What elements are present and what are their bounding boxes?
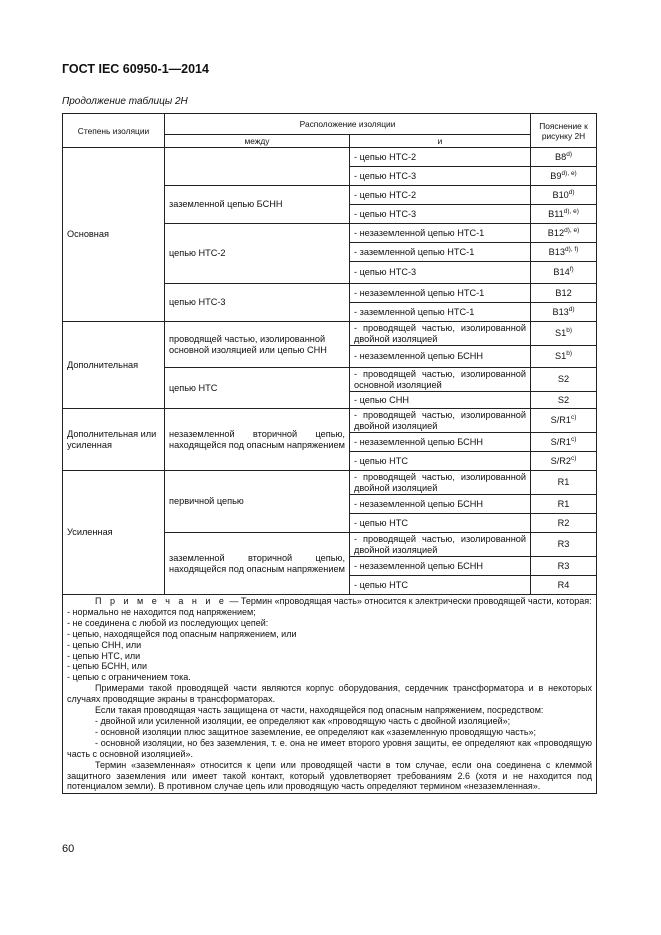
insulation-table — [62, 113, 597, 794]
and-cell: - заземленной цепью НТС-1 — [350, 243, 531, 262]
header-degree: Степень изоляции — [63, 114, 165, 148]
explanation-cell: R3 — [531, 557, 597, 576]
explanation-cell: R1 — [531, 471, 597, 495]
group-supp-or-reinforced: Дополнительная или усиленная — [63, 409, 165, 471]
explanation-cell: S/R2$^{c)}$ — [531, 452, 597, 471]
and-cell: - проводящей частью, изолированной двойной изоляцией — [350, 471, 531, 495]
header-location: Расположение изоляции — [165, 114, 531, 135]
between-empty — [165, 148, 350, 186]
explanation-cell: B10$^{d)}$ — [531, 186, 597, 205]
and-cell: - цепью НТС — [350, 576, 531, 595]
header-between: между — [165, 135, 350, 148]
note-line: - цепью, находящейся под опасным напряжением, или — [67, 628, 297, 639]
explanation-cell: S2 — [531, 368, 597, 392]
explanation-cell: $B9^{d), e)}$ — [531, 167, 597, 186]
note-line: - цепью с ограничением тока. — [67, 672, 191, 683]
table-continuation-caption: Продолжение таблицы 2Н — [62, 96, 188, 107]
note-paragraph: Термин «заземленная» относится к цепи или проводящей части в том случае, если она соединена с клеммой защитного заземления или имеет такой контакт, который удовлетворяет требованиям 2.6 (хотя и не находится под потенциалом земли). В противном случае цепь или проводящую часть определяют термином «незаземленная». — [67, 759, 593, 792]
between-cell: проводящей частью, изолированной основной изоляцией или цепью СНН — [165, 322, 350, 368]
group-supplementary: Дополнительная — [63, 322, 165, 409]
between-cell: незаземленной вторичной цепью, находящейся под опасным напряжением — [165, 409, 350, 471]
and-cell: - цепью НТС-2 — [350, 148, 531, 167]
and-cell: - проводящей частью, изолированной двойной изоляцией — [350, 409, 531, 433]
standard-title: ГОСТ IEC 60950-1—2014 — [62, 62, 209, 76]
between-cell: первичной цепью — [165, 471, 350, 533]
and-cell: - цепью НТС-3 — [350, 262, 531, 284]
explanation-cell: S1$^{b)}$ — [531, 346, 597, 368]
group-reinforced: Усиленная — [63, 471, 165, 595]
and-cell: - незаземленной цепью БСНН — [350, 433, 531, 452]
and-cell: - цепью НТС-2 — [350, 186, 531, 205]
explanation-cell: B14$^{f)}$ — [531, 262, 597, 284]
between-cell: цепью НТС-2 — [165, 224, 350, 284]
explanation-cell: $B12^{d), e)}$ — [531, 224, 597, 243]
and-cell: - цепью НТС-3 — [350, 205, 531, 224]
note-line: - основной изоляции плюс защитное заземление, ее определяют как «заземленную проводящую часть»; — [95, 726, 537, 737]
note-line: - нормально не находится под напряжением; — [67, 606, 256, 617]
note-line: - основной изоляции, но без заземления, т. е. она не имеет второго уровня защиты, ее определяют как «проводящую часть с основной изоляцией». — [67, 737, 593, 759]
table-note: П р и м е ч а н и е — Термин «проводящая часть» относится к электрически проводящей части, которая: - нормально не находится под напряжением; - не соединена с любой из последующих цепей: - цепью, находящейся под опасным напряжением, или - цепью СНН, или - цепью НТС, или - цепью БСНН, или - цепью с ограничением тока. Примерами такой проводящей части являются корпус оборудования, сердечник трансформатора и в некоторых случаях проводящие экраны в трансформаторах. Если такая проводящая часть защищена от части, находящейся под опасным напряжением, посредством: - двойной или усиленной изоляции, ее определяют как «проводящую часть с двойной изоляцией»; - основной изоляции плюс защитное заземление, ее определяют как «заземленную проводящую часть»; - основной изоляции, но без заземления, т. е. она не имеет второго уровня защиты, ее определяют как «проводящую часть с основной изоляцией». Термин «заземленная» относится к цепи или проводящей части в том случае, если она соединена с клеммой защитного заземления или имеет такой контакт, который удовлетворяет требованиям 2.6 (хотя и не находится под потенциалом земли). В противном случае цепь или проводящую часть определяют термином «незаземленная». — [63, 595, 597, 794]
and-cell: - проводящей частью, изолированной основной изоляцией — [350, 368, 531, 392]
and-cell: - проводящей частью, изолированной двойной изоляцией — [350, 322, 531, 346]
note-line: - цепью БСНН, или — [67, 661, 147, 672]
group-basic: Основная — [63, 148, 165, 322]
note-line: - не соединена с любой из последующих цепей: — [67, 617, 269, 628]
explanation-cell: S2 — [531, 392, 597, 409]
note-line: - цепью НТС, или — [67, 650, 141, 661]
explanation-cell: S1$^{b)}$ — [531, 322, 597, 346]
note-line: - двойной или усиленной изоляции, ее определяют как «проводящую часть с двойной изоляцией»; — [95, 715, 511, 726]
page-number: 60 — [62, 843, 75, 855]
explanation-cell: R1 — [531, 495, 597, 514]
and-cell: - незаземленной цепью БСНН — [350, 346, 531, 368]
header-explanation: Пояснение к рисунку 2Н — [531, 114, 597, 148]
and-cell: - проводящей частью, изолированной двойной изоляцией — [350, 533, 531, 557]
explanation-cell: S/R1$^{c)}$ — [531, 433, 597, 452]
explanation-cell: $B13^{d), f)}$ — [531, 243, 597, 262]
and-cell: - цепью СНН — [350, 392, 531, 409]
explanation-cell: S/R1$^{c)}$ — [531, 409, 597, 433]
explanation-cell: B8$^{d)}$ — [531, 148, 597, 167]
between-cell: цепью НТС — [165, 368, 350, 409]
explanation-cell: $B11^{d), e)}$ — [531, 205, 597, 224]
note-paragraph: Примерами такой проводящей части являются корпус оборудования, сердечник трансформатора и в некоторых случаях проводящие экраны в трансформаторах. — [67, 683, 593, 705]
and-cell: - цепью НТС — [350, 452, 531, 471]
note-line: - цепью СНН, или — [67, 639, 142, 650]
between-cell: заземленной цепью БСНН — [165, 186, 350, 224]
note-label: П р и м е ч а н и е — [95, 596, 227, 606]
and-cell: - цепью НТС-3 — [350, 167, 531, 186]
explanation-cell: R3 — [531, 533, 597, 557]
and-cell: - незаземленной цепью БСНН — [350, 557, 531, 576]
explanation-cell: R2 — [531, 514, 597, 533]
and-cell: - незаземленной цепью НТС-1 — [350, 284, 531, 303]
header-and: и — [350, 135, 531, 148]
between-cell: заземленной вторичной цепью, находящейся под опасным напряжением — [165, 533, 350, 595]
explanation-cell: B12 — [531, 284, 597, 303]
and-cell: - незаземленной цепью НТС-1 — [350, 224, 531, 243]
explanation-cell: B13$^{d)}$ — [531, 303, 597, 322]
explanation-cell: R4 — [531, 576, 597, 595]
and-cell: - незаземленной цепью БСНН — [350, 495, 531, 514]
between-cell: цепью НТС-3 — [165, 284, 350, 322]
and-cell: - заземленной цепью НТС-1 — [350, 303, 531, 322]
note-paragraph: Если такая проводящая часть защищена от части, находящейся под опасным напряжением, посредством: — [95, 705, 544, 716]
and-cell: - цепью НТС — [350, 514, 531, 533]
